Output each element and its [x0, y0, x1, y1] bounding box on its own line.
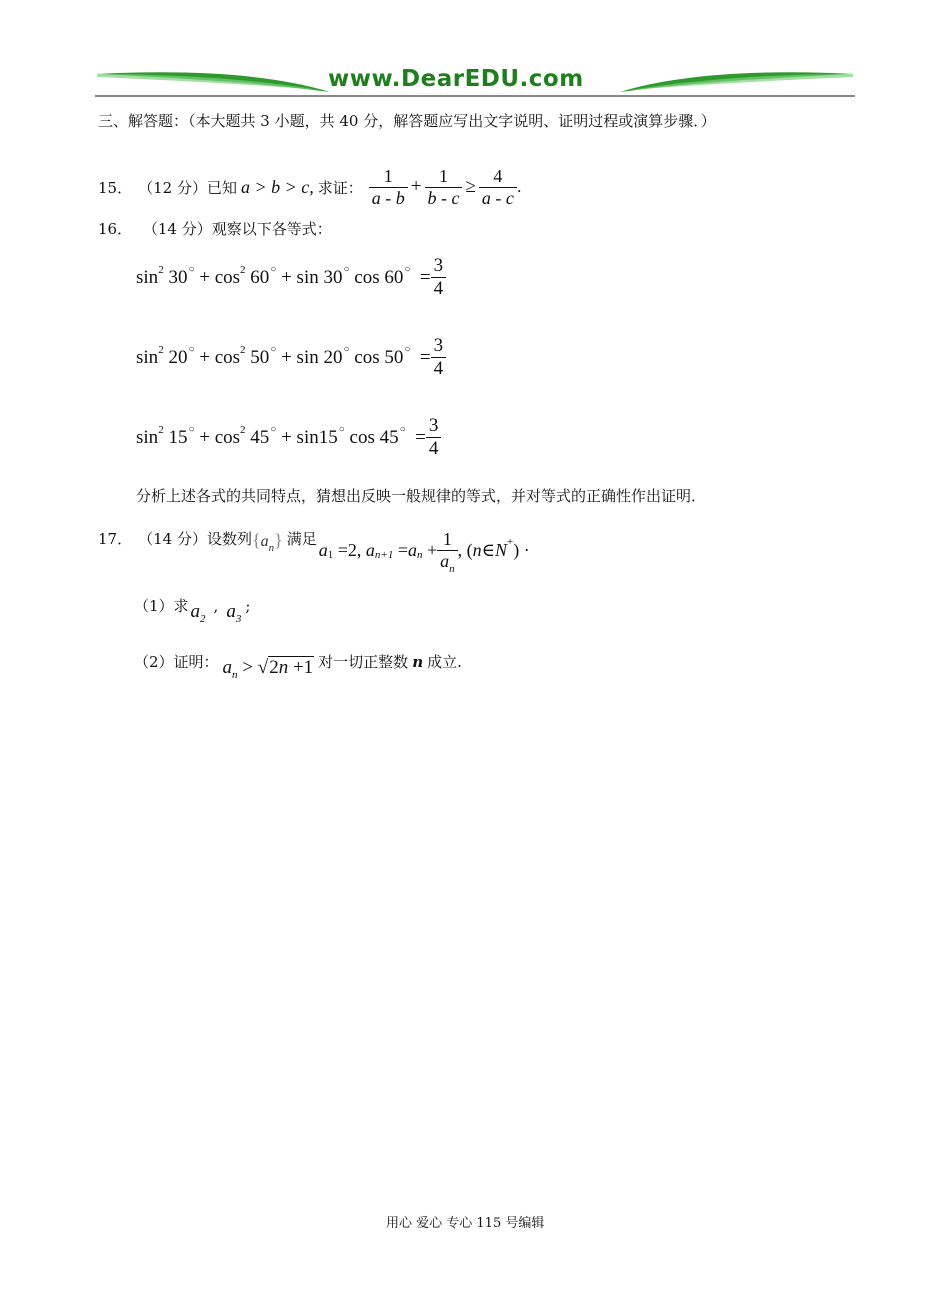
q17-recurrence: a 1 =2, a n+1 = a n + $\frac{1}{a_n}$ , ( n ∈ N + ) · — [318, 528, 530, 575]
q15-ask: 求证： — [317, 178, 363, 197]
q16-equation-3: sin 2 15 ○ + cos 2 45 ○ + sin 15 ○ cos 45 ○ = $\frac{3}{4}$ — [136, 415, 441, 460]
q17-part2 — [134, 650, 462, 681]
q15-geq: ≥ — [465, 176, 476, 197]
q16-equation-2: sin 2 20 ○ + cos 2 50 ○ + sin 20 ○ cos 50 ○ = $\frac{3}{4}$ — [136, 335, 446, 380]
q17-part2-n: n — [412, 653, 424, 671]
q15-plus: + — [410, 176, 422, 197]
q16-score: （14 分） — [142, 220, 212, 238]
q15-fraction-2: $\frac{1}{b - c}$ — [425, 166, 463, 209]
q17-part1-label: （1）求 — [134, 597, 189, 615]
q17 — [98, 520, 530, 580]
q17-score: （14 分） — [138, 529, 207, 548]
section-title: 三、解答题：（本大题共 3 小题，共 40 分，解答题应写出文字说明、证明过程或演算步骤．） — [98, 112, 716, 130]
q16-conclusion: 分析上述各式的共同特点，猜想出反映一般规律的等式，并对等式的正确性作出证明． — [136, 487, 707, 505]
q17-part1-a2: $a_2$ — [190, 601, 206, 625]
q17-part2-inequality: $a_n > √2n +1$ — [222, 657, 314, 681]
q17-number: 17． — [98, 529, 133, 548]
q15-end: . — [516, 178, 522, 196]
site-logo-text: www.DearEDU.com — [328, 66, 584, 92]
q17-part1: （1）求 $a_2$ , $a_3$ ; — [134, 597, 251, 625]
q16-equation-1: sin 2 30 ○ + cos 2 60 ○ + sin 30 ○ cos 60 ○ = $\frac{3}{4}$ — [136, 255, 446, 300]
q17-part1-a3: $a_3$ — [226, 601, 242, 625]
q15-fraction-1: $\frac{1}{a - b}$ — [369, 166, 408, 209]
q17-text1: 设数列 — [206, 529, 252, 548]
q17-part2-label: （2）证明： — [134, 653, 219, 671]
q17-part2-tail: 对一切正整数 — [318, 653, 409, 671]
q17-part2-end: 成立. — [427, 653, 462, 671]
q16-text: 观察以下各等式： — [211, 220, 332, 238]
q15-number: 15． — [98, 178, 133, 197]
footer-text: 用心 爱心 专心 115 号编辑 — [386, 1216, 545, 1231]
q15-fraction-3: $\frac{4}{a - c}$ — [479, 166, 517, 209]
q17-text2: 满足 — [286, 529, 317, 548]
q15 — [98, 162, 522, 212]
q16-number: 16． — [98, 220, 133, 238]
q15-prefix: 已知 — [206, 178, 237, 197]
q15-score: （12 分） — [138, 178, 207, 197]
q15-condition: a > b > c, — [240, 176, 314, 197]
q16-heading — [98, 218, 332, 239]
q17-sequence: $\{a_n\}$ — [251, 529, 283, 554]
